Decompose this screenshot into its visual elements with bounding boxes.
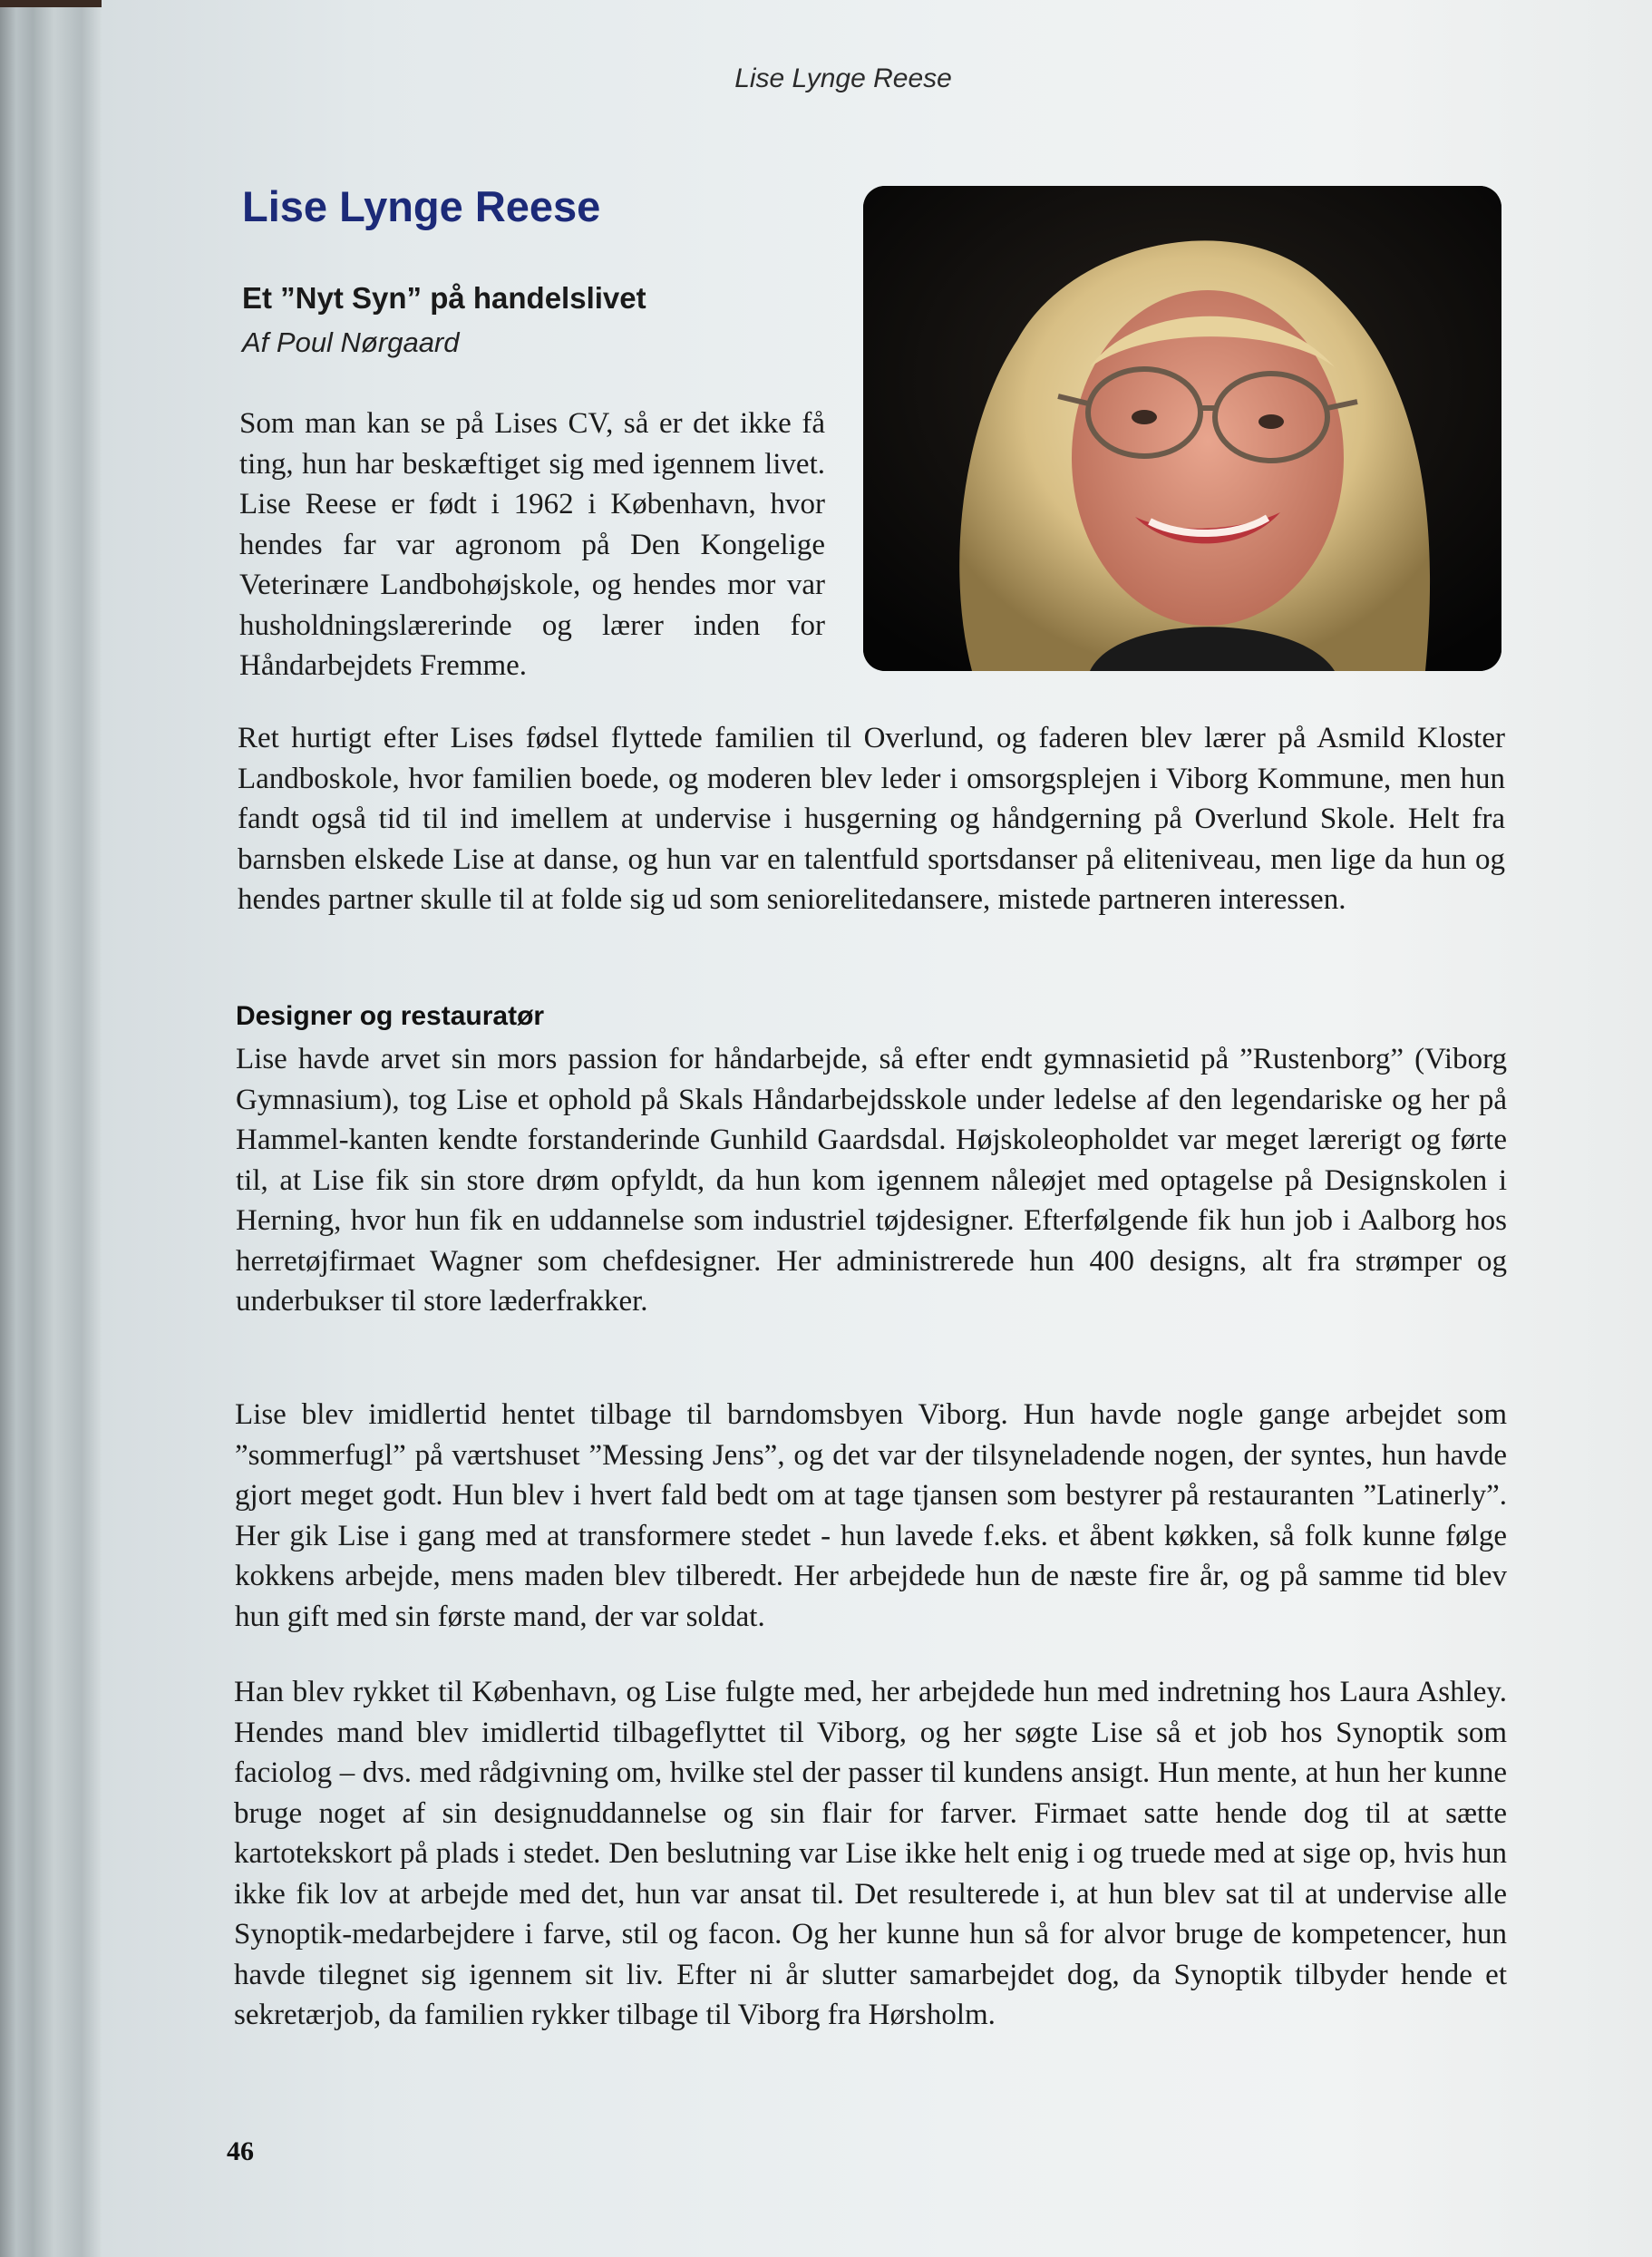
paragraph-5: Han blev rykket til København, og Lise fulgte med, her arbejdede hun med indretning hos Laura Ashley. Hendes mand blev imidlertid tilbageflyttet til Viborg, og her søgte Lise så et job hos Synoptik som faciolog – dvs. med rådgivning om, hvilke stel der passer til kundens ansigt. Hun mente, at hun her kunne bruge noget af sin designuddannelse og sin flair for farver. Firmaet satte hende dog til at sætte kartotekskort på plads i stedet. Den beslutning var Lise ikke helt enig i og truede med at sige op, hvis hun ikke fik lov at arbejde med det, hun var ansat til. Det resulterede i, at hun blev sat til at undervise alle Synoptik-medarbejdere i farve, stil og facon. Og her kunne hun så for alvor bruge de kompetencer, hun havde tilegnet sig igennem sit liv. Efter ni år slutter samarbejdet dog, da Synoptik tilbyder hende et sekretærjob, da familien rykker tilbage til Viborg fra Hørsholm. xyxy=(234,1676,1507,2031)
article-subtitle: Et ”Nyt Syn” på handelslivet xyxy=(242,281,646,315)
running-header: Lise Lynge Reese xyxy=(734,63,952,93)
section-heading: Designer og restauratør xyxy=(236,1001,545,1031)
article-title: Lise Lynge Reese xyxy=(242,182,601,230)
paragraph-3: Lise havde arvet sin mors passion for håndarbejde, så efter endt gymnasietid på ”Rustenborg” (Viborg Gymnasium), tog Lise et ophold på Skals Håndarbejdsskole under ledelse af den legendariske og her på Hammel-kanten kendte forstanderinde Gunhild Gaardsdal. Højskoleopholdet var meget lærerigt og førte til, at Lise fik sin store drøm opfyldt, da hun kom igennem nåleøjet med optagelse på Designskolen i Herning, hvor hun fik en uddannelse som industriel tøjdesigner. Efterfølgende fik hun job i Aalborg hos herretøjfirmaet Wagner som chefdesigner. Her administrerede hun 400 designs, alt fra strømper og underbukser til store læderfrakker. xyxy=(236,1043,1507,1318)
page-number: 46 xyxy=(227,2136,254,2166)
paragraph-2: Ret hurtigt efter Lises fødsel flyttede familien til Overlund, og faderen blev lærer på Asmild Kloster Landboskole, hvor familien boede, og moderen blev leder i omsorgsplejen i Viborg Kommune, men hun fandt også tid til ind imellem at undervise i husgerning og håndgerning på Overlund Skole. Helt fra barnsben elskede Lise at danse, og hun var en talentfuld sportsdanser på eliteniveau, men lige da hun og hendes partner skulle til at folde sig ud som seniorelitedansere, mistede partneren interessen. xyxy=(238,722,1505,916)
paragraph-4: Lise blev imidlertid hentet tilbage til barndomsbyen Viborg. Hun havde nogle gange arbejdet som ”sommerfugl” på værtshuset ”Messing Jens”, og det var der tilsyneladende nogen, der syntes, hun havde gjort meget godt. Hun blev i hvert fald bedt om at tage tjansen som bestyrer på restauranten ”Latinerly”. Her gik Lise i gang med at transformere stedet - hun lavede f.eks. et åbent køkken, så folk kunne følge kokkens arbejde, mens maden blev tilberedt. Her arbejdede hun de næste fire år, og på samme tid blev hun gift med sin første mand, der var soldat. xyxy=(235,1398,1507,1633)
article-byline: Af Poul Nørgaard xyxy=(242,326,460,358)
paragraph-intro: Som man kan se på Lises CV, så er det ikke få ting, hun har beskæftiget sig med igennem livet. Lise Reese er født i 1962 i København, hvor hendes far var agronom på Den Kongelige Veterinære Landbohøjskole, og hendes mor var husholdningslærerinde og lærer inden for Håndarbejdets Fremme. xyxy=(239,407,825,682)
book-page xyxy=(102,0,1652,2257)
portrait-photo-icon xyxy=(863,186,1501,671)
portrait-photo xyxy=(863,186,1501,671)
